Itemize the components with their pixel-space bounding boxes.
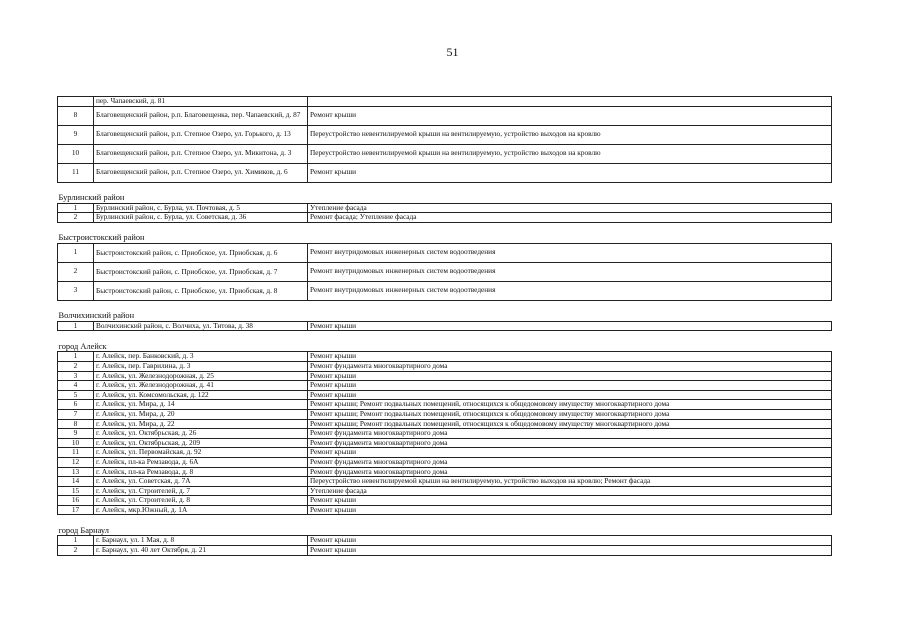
row-address: Быстроистокский район, с. Приобское, ул. Приобская, д. 6 [94, 243, 308, 262]
row-number: 12 [58, 457, 94, 467]
row-number: 4 [58, 381, 94, 391]
row-work: Ремонт крыши [308, 505, 832, 515]
row-address: Благовещенский район, р.п. Степное Озеро, ул. Микитона, д. 3 [94, 144, 308, 163]
table-row [58, 390, 832, 400]
row-work: Переустройство невентилируемой крыши на вентилируемую, устройство выходов на кровлю; Ремонт фасада [308, 477, 832, 487]
row-address: г. Алейск, пл-ка Ремзавода, д. 6А [94, 457, 308, 467]
row-work: Ремонт крыши; Ремонт подвальных помещений, относящихся к общедомовому имуществу многоквартирного дома [308, 409, 832, 419]
table-row [58, 429, 832, 439]
row-address: г. Алейск, ул. Октябрьская, д. 209 [94, 438, 308, 448]
row-work: Ремонт крыши [308, 536, 832, 546]
row-work: Ремонт крыши [308, 448, 832, 458]
table-row [58, 546, 832, 556]
table-row [58, 321, 832, 331]
row-address: г. Алейск, ул. Октябрьская, д. 26 [94, 429, 308, 439]
row-address: Волчихинский район, с. Волчиха, ул. Титова, д. 38 [94, 321, 308, 331]
row-work: Ремонт фундамента многоквартирного дома [308, 457, 832, 467]
row-work [308, 97, 832, 107]
row-address: г. Алейск, пл-ка Ремзавода, д. 8 [94, 467, 308, 477]
row-work: Ремонт крыши [308, 352, 832, 362]
row-number: 10 [58, 438, 94, 448]
district-heading-row [58, 311, 832, 322]
row-number: 1 [58, 321, 94, 331]
row-address: Быстроистокский район, с. Приобское, ул. Приобская, д. 8 [94, 281, 308, 300]
row-number: 11 [58, 163, 94, 182]
row-number: 6 [58, 400, 94, 410]
table-row [58, 381, 832, 391]
row-work: Ремонт внутридомовых инженерных систем водоотведения [308, 262, 832, 281]
table-row [58, 409, 832, 419]
row-number: 7 [58, 409, 94, 419]
district-heading: город Барнаул [58, 525, 832, 536]
row-work: Ремонт крыши [308, 381, 832, 391]
row-number: 3 [58, 281, 94, 300]
row-number: 2 [58, 262, 94, 281]
row-work: Ремонт крыши [308, 546, 832, 556]
row-number: 1 [58, 203, 94, 213]
table-row [58, 163, 832, 182]
row-work: Ремонт фасада; Утепление фасада [308, 213, 832, 223]
row-work: Ремонт фундамента многоквартирного дома [308, 361, 832, 371]
table-row [58, 125, 832, 144]
row-work: Ремонт крыши [308, 496, 832, 506]
row-address: г. Барнаул, ул. 1 Мая, д. 8 [94, 536, 308, 546]
row-address: г. Алейск, мкр.Южный, д. 1А [94, 505, 308, 515]
row-address: Быстроистокский район, с. Приобское, ул. Приобская, д. 7 [94, 262, 308, 281]
table-row [58, 97, 832, 107]
row-address: Бурлинский район, с. Бурла, ул. Почтовая, д. 5 [94, 203, 308, 213]
row-address: г. Алейск, пер. Гаврилина, д. 3 [94, 361, 308, 371]
table-row [58, 486, 832, 496]
row-work: Ремонт фундамента многоквартирного дома [308, 438, 832, 448]
table-row [58, 243, 832, 262]
row-address: Благовещенский район, р.п. Степное Озеро, ул. Химиков, д. 6 [94, 163, 308, 182]
row-number: 15 [58, 486, 94, 496]
district-heading: Бурлинский район [58, 193, 832, 204]
district-heading: Быстроистокский район [58, 233, 832, 244]
row-address: г. Алейск, ул. Советская, д. 7А [94, 477, 308, 487]
district-heading: Волчихинский район [58, 311, 832, 322]
district-spacer [58, 515, 832, 526]
row-number: 1 [58, 243, 94, 262]
row-address: г. Алейск, ул. Мира, д. 22 [94, 419, 308, 429]
row-number: 16 [58, 496, 94, 506]
table-row [58, 536, 832, 546]
row-address: г. Алейск, пер. Банковский, д. 3 [94, 352, 308, 362]
district-heading-row [58, 341, 832, 352]
row-number: 17 [58, 505, 94, 515]
row-address: Благовещенский район, р.п. Благовещенка, пер. Чапаевский, д. 87 [94, 106, 308, 125]
row-number [58, 97, 94, 107]
row-address: Бурлинский район, с. Бурла, ул. Советская, д. 36 [94, 213, 308, 223]
row-address: г. Алейск, ул. Первомайская, д. 92 [94, 448, 308, 458]
district-spacer [58, 222, 832, 233]
row-number: 2 [58, 546, 94, 556]
repair-program-sheet [57, 96, 831, 556]
row-address: г. Алейск, ул. Мира, д. 20 [94, 409, 308, 419]
district-spacer [58, 331, 832, 342]
table-row [58, 448, 832, 458]
row-number: 9 [58, 125, 94, 144]
row-number: 1 [58, 536, 94, 546]
row-number: 8 [58, 106, 94, 125]
row-work: Ремонт фундамента многоквартирного дома [308, 467, 832, 477]
table-row [58, 352, 832, 362]
table-row [58, 281, 832, 300]
district-heading-row [58, 525, 832, 536]
district-spacer [58, 300, 832, 311]
row-work: Ремонт фундамента многоквартирного дома [308, 429, 832, 439]
row-work: Ремонт крыши [308, 163, 832, 182]
table-row [58, 371, 832, 381]
table-row [58, 361, 832, 371]
repair-program-table [57, 96, 832, 556]
row-work: Ремонт крыши [308, 390, 832, 400]
row-work: Ремонт внутридомовых инженерных систем водоотведения [308, 281, 832, 300]
row-work: Переустройство невентилируемой крыши на вентилируемую, устройство выходов на кровлю [308, 125, 832, 144]
row-number: 10 [58, 144, 94, 163]
table-row [58, 203, 832, 213]
table-row [58, 438, 832, 448]
row-work: Утепление фасада [308, 203, 832, 213]
table-row [58, 400, 832, 410]
district-spacer [58, 182, 832, 193]
table-body [58, 97, 832, 556]
table-row [58, 213, 832, 223]
row-number: 1 [58, 352, 94, 362]
row-number: 9 [58, 429, 94, 439]
table-row [58, 144, 832, 163]
row-work: Ремонт внутридомовых инженерных систем водоотведения [308, 243, 832, 262]
table-row [58, 419, 832, 429]
row-address: г. Алейск, ул. Железнодорожная, д. 41 [94, 381, 308, 391]
row-address: г. Алейск, ул. Строителей, д. 7 [94, 486, 308, 496]
row-work: Утепление фасада [308, 486, 832, 496]
table-row [58, 262, 832, 281]
row-number: 3 [58, 371, 94, 381]
table-row [58, 106, 832, 125]
row-work: Ремонт крыши [308, 321, 832, 331]
row-address: Благовещенский район, р.п. Степное Озеро, ул. Горького, д. 13 [94, 125, 308, 144]
row-number: 2 [58, 213, 94, 223]
table-row [58, 457, 832, 467]
row-work: Ремонт крыши [308, 106, 832, 125]
table-row [58, 496, 832, 506]
row-address: г. Алейск, ул. Комсомольская, д. 122 [94, 390, 308, 400]
row-number: 11 [58, 448, 94, 458]
row-work: Ремонт крыши [308, 371, 832, 381]
row-number: 5 [58, 390, 94, 400]
table-row [58, 505, 832, 515]
row-address: г. Алейск, ул. Строителей, д. 8 [94, 496, 308, 506]
row-address: г. Алейск, ул. Железнодорожная, д. 25 [94, 371, 308, 381]
row-work: Ремонт крыши; Ремонт подвальных помещений, относящихся к общедомовому имуществу многоквартирного дома [308, 419, 832, 429]
page-number: 51 [446, 45, 459, 59]
table-row [58, 477, 832, 487]
row-number: 8 [58, 419, 94, 429]
row-number: 13 [58, 467, 94, 477]
district-heading: город Алейск [58, 341, 832, 352]
row-address: г. Барнаул, ул. 40 лет Октября, д. 21 [94, 546, 308, 556]
table-row [58, 467, 832, 477]
district-heading-row [58, 193, 832, 204]
row-address: г. Алейск, ул. Мира, д. 14 [94, 400, 308, 410]
row-work: Переустройство невентилируемой крыши на вентилируемую, устройство выходов на кровлю [308, 144, 832, 163]
district-heading-row [58, 233, 832, 244]
row-number: 14 [58, 477, 94, 487]
row-address: пер. Чапаевский, д. 81 [94, 97, 308, 107]
row-number: 2 [58, 361, 94, 371]
row-work: Ремонт крыши; Ремонт подвальных помещений, относящихся к общедомовому имуществу многоквартирного дома [308, 400, 832, 410]
